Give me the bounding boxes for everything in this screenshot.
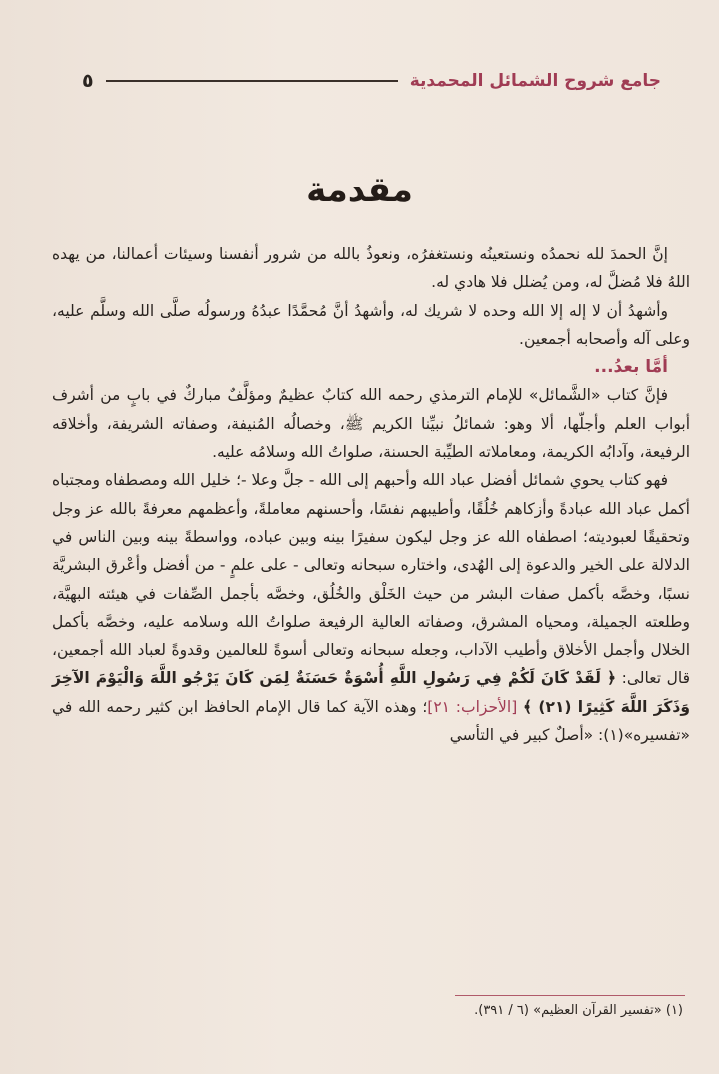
sub-heading-amma-bad: أمَّا بعدُ... (594, 357, 668, 378)
quran-verse: ﴿ لَقَدْ كَانَ لَكُمْ فِي رَسُولِ اللَّهِ أُسْوَةٌ حَسَنَةٌ لِمَن كَانَ يَرْجُو اللَّهَ وَالْيَوْمَ الآخِرَ وَذَكَرَ اللَّهَ كَثِيرًا (٢١) ﴾ (52, 669, 691, 716)
footnote: (١) «تفسير القرآن العظيم» (٦ / ٣٩١). (474, 1003, 683, 1018)
page-number: ٥ (82, 70, 94, 92)
body-text (52, 240, 690, 749)
running-header-title: جامع شروح الشمائل المحمدية (409, 71, 661, 91)
header-rule (106, 80, 398, 82)
paragraph-book-content-text: فهو كتاب يحوي شمائل أفضل عباد الله وأحبهم إلى الله - جلَّ وعلا -؛ خليل الله ومصطفاه ومجتباه أكمل عباد الله عبادةً وأزكاهم خُلُقًا، وأطيبهم نفسًا، وأحسنهم معاملةً، وأعظمهم معرفةً بالله عز وجل وتحقيقًا لعبوديته؛ اصطفاه الله عز وجل ليكون سفيرًا بينه وبين عباده، وواسطةً بينه وبين الناس في الدلالة على الخير والدعوة إلى الهُدى، واختاره سبحانه وتعالى - على علمٍ - من أفضل وأعْرق البشريَّة نسبًا، وخصَّه بأكمل صفات البشر من حيث الخَلْق والخُلُق، وخصَّه بأجمل الصِّفات في هيئته البهيَّة، وطلعته الجميلة، ومحياه المشرق، وصفاته العالية الرفيعة صلواتُ الله وسلامه عليه، وخصَّه بأكمل الخلال وأجمل الأخلاق وأطيب الآداب، وجعله سبحانه وتعالى أسوةً للعالمين وقدوةً لعباد الله أجمعين، قال تعالى: (52, 471, 690, 688)
paragraph-testimony: وأشهدُ أن لا إله إلا الله وحده لا شريك له، وأشهدُ أنَّ مُحمَّدًا عبدُهُ ورسولُه صلَّى الله وسلَّم عليه، وعلى آله وأصحابه أجمعين. (52, 301, 690, 348)
paragraph-book-intro: فإنَّ كتاب «الشَّمائل» للإمام الترمذي رحمه الله كتابٌ عظيمٌ ومؤلَّفٌ مباركٌ في بابٍ من أشرف أبواب العلم وأجلّها، ألا وهو: شمائلُ نبيِّنا الكريم ﷺ، وخصالُه المُنيفة، وصفاته الشريفة، وأخلاقه الرفيعة، وآدابُه الكريمة، ومعاملاته الطيِّبة الحسنة، صلواتُ الله وسلامُه عليه. (52, 386, 690, 462)
running-header (82, 66, 661, 96)
paragraph-book-content-end: ؛ وهذه الآية كما قال الإمام الحافظ ابن كثير رحمه الله في «تفسيره»(١): «أصلٌ كبير في التأسي (52, 697, 690, 745)
verse-reference: [الأحزاب: ٢١] (427, 697, 518, 716)
paragraph-book-content (52, 466, 690, 749)
paragraph-opening-praise: إنَّ الحمدَ لله نحمدُه ونستعينُه ونستغفرُه، ونعوذُ بالله من شرور أنفسنا وسيئات أعمالنا، من يهده اللهُ فلا مُضلَّ له، ومن يُضلل فلا هادي له. (52, 245, 690, 292)
chapter-title: مقدمة (306, 170, 413, 210)
footnote-rule (455, 995, 685, 996)
